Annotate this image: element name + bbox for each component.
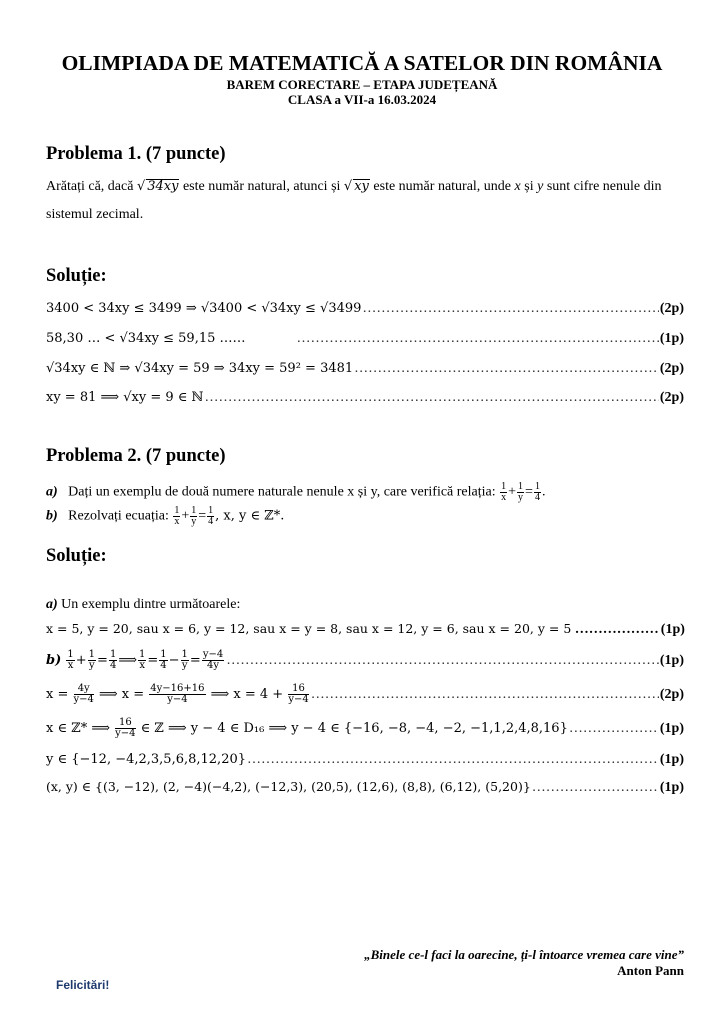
solution-2-line-3: x = $\frac{4y}{y-4}$ ⟹ x = $\frac{4y-16+16}{y-4}$ ⟹ x = 4 + $\frac{16}{y-4}$ ………………………………………………………………………………………………………………………………………………………………… (2p) xyxy=(46,684,684,706)
solution-2-line-5: y ∈ {−12, −4,2,3,5,6,8,12,20} ………………………………………………………………………………………………………………………………………………………………… (1p) xyxy=(46,752,684,774)
radical-xy: xy xyxy=(354,179,369,194)
problem-2-part-b: b) Rezolvați ecuația: $\frac{1}{x}$ + $\frac{1}{y}$ = $\frac{1}{4}$ , x, y ∈ ℤ*. xyxy=(46,505,285,527)
footer-author: Anton Pann xyxy=(617,963,684,978)
class-date: CLASA a VII-a 16.03.2024 xyxy=(287,92,437,107)
solution-2-line-1: x = 5, y = 20, sau x = 6, y = 12, sau x = y = 8, sau x = 12, y = 6, sau x = 20, y = 5 ……………… (1p) xyxy=(46,621,685,637)
solution-1-line-3: √34xy ∈ ℕ ⇒ √34xy = 59 ⇒ 34xy = 59² = 3481 ………………………………………………………………………………………………………………………………………………………………… (2p) xyxy=(46,361,684,383)
problem-2-heading: Problema 2. (7 puncte) xyxy=(46,446,226,466)
page-subtitle: BAREM CORECTARE – ETAPA JUDEȚEANĂ xyxy=(226,77,498,92)
congratulations: Felicitări! xyxy=(56,978,110,992)
problem-2-part-a: a) Dați un exemplu de două numere naturale nenule x și y, care verifică relația: $\frac{1}{x}$ + $\frac{1}{y}$ = $\frac{1}{4}$ . xyxy=(46,481,546,503)
solution-1-line-1: 3400 < 34xy ≤ 3499 ⇒ √3400 < √34xy ≤ √3499 ………………………………………………………………………………………………………………………………………………………………… (2p) xyxy=(46,301,684,323)
footer-quote: „Binele ce-l faci la oarecine, ți-l întoarce vremea care vine” xyxy=(364,947,684,962)
solution-2-line-6: (x, y) ∈ {(3, −12), (2, −4)(−4,2), (−12,3), (20,5), (12,6), (8,8), (6,12), (5,20)} ………………………………………………………………………………………………………………………………………………………………… (1p) xyxy=(46,779,684,801)
solution-2-heading: Soluție: xyxy=(46,546,107,566)
solution-2-part-a-intro: a) Un exemplu dintre următoarele: xyxy=(46,597,241,612)
solution-1-line-4: xy = 81 ⟹ √xy = 9 ∈ ℕ ………………………………………………………………………………………………………………………………………………………………… (2p) xyxy=(46,390,684,412)
radical-34xy: 34xy xyxy=(147,179,179,194)
solution-1-heading: Soluție: xyxy=(46,266,107,286)
solution-2-line-2: b) $\frac{1}{x}$ + $\frac{1}{y}$ = $\frac{1}{4}$ ⟹ $\frac{1}{x}$ = $\frac{1}{4}$ − $\frac{1}{y}$ = $\frac{y-4}{4y}$ ………………………………………………………………………………………………………………………………………………………………… (1p) xyxy=(46,650,684,672)
solution-2-line-4: x ∈ ℤ* ⟹ $\frac{16}{y-4}$ ∈ ℤ ⟹ y − 4 ∈ D₁₆ ⟹ y − 4 ∈ {−16, −8, −4, −2, −1,1,2,4,8,16} ………………………………………………………………………………………………………………………………………………………………… (1p) xyxy=(46,718,684,740)
page-title: OLIMPIADA DE MATEMATICĂ A SATELOR DIN ROMÂNIA xyxy=(61,51,663,75)
problem-1-heading: Problema 1. (7 puncte) xyxy=(46,144,226,164)
problem-1-statement: Arătați că, dacă √ 34xy este număr natural, atunci și √ xy este număr natural, unde x și y sunt cifre nenule din xyxy=(46,179,662,194)
problem-1-statement-cont: sistemul zecimal. xyxy=(46,207,144,222)
solution-1-line-2: 58,30 … < √34xy ≤ 59,15 …… ………………………………………………………………………………………………………………………………………………………………… (1p) xyxy=(46,331,684,353)
